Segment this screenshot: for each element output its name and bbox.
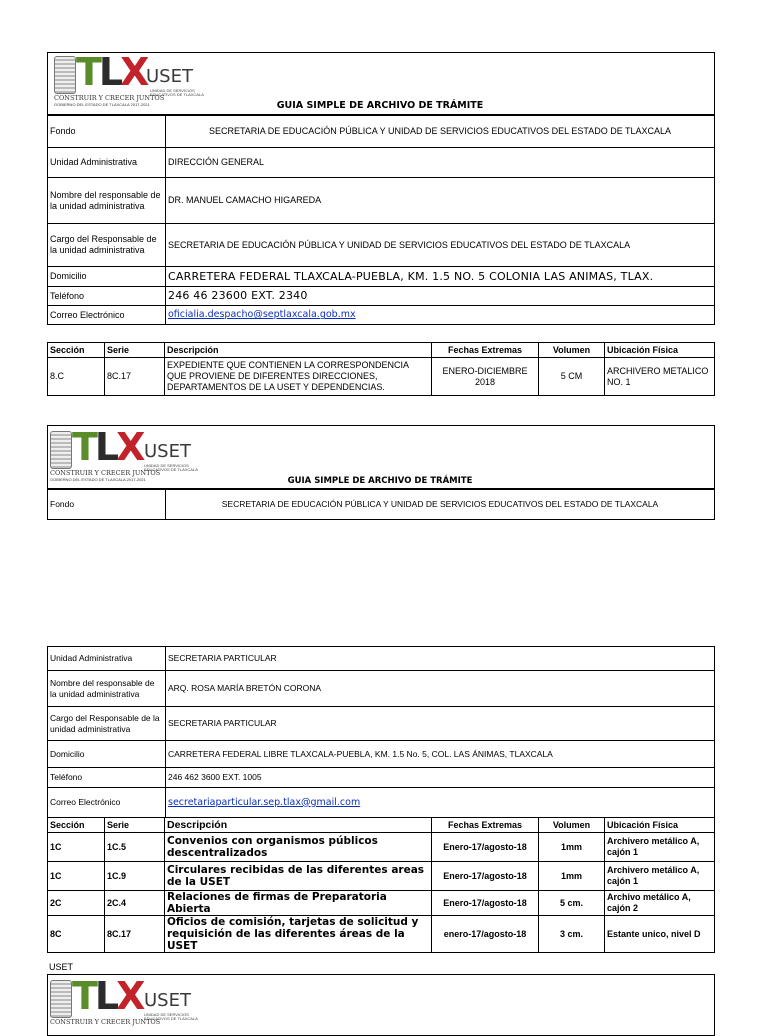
info-value: SECRETARIA DE EDUCACIÓN PÚBLICA Y UNIDAD DE SERVICIOS EDUCATIVOS DEL ESTADO DE TLAXCALA	[166, 115, 715, 148]
email-link[interactable]: oficialia.despacho@septlaxcala.gob.mx	[168, 309, 356, 321]
records-header-row	[48, 343, 715, 358]
cell-serie: 2C.4	[105, 891, 165, 916]
cell-serie: 8C.17	[105, 916, 165, 953]
section2-fondo-table	[47, 488, 715, 520]
table-row	[48, 358, 715, 396]
header-serie: Serie	[105, 818, 165, 833]
tlx-logo	[50, 974, 200, 1026]
tlx-wordmark: TLX	[72, 425, 143, 469]
cell-seccion: 2C	[48, 891, 105, 916]
info-value: CARRETERA FEDERAL LIBRE TLAXCALA-PUEBLA, KM. 1.5 No. 5, COL. LAS ÁNIMAS, TLAXCALA	[166, 741, 715, 768]
table-row	[48, 891, 715, 916]
info-label: Nombre del responsable de la unidad administrativa	[48, 671, 166, 707]
table-row	[48, 862, 715, 891]
table-row	[48, 916, 715, 953]
header-seccion: Sección	[48, 343, 105, 358]
cell-ubicacion: Archivo metálico A, cajón 2	[605, 891, 715, 916]
uset-logo-text: USET	[144, 441, 191, 462]
info-value: ARQ. ROSA MARÍA BRETÓN CORONA	[166, 671, 715, 707]
cell-fechas: Enero-17/agosto-18	[432, 891, 539, 916]
logo-tagline-sub: GOBIERNO DEL ESTADO DE TLAXCALA 2017-2021	[54, 102, 150, 107]
info-value: SECRETARIA DE EDUCACIÓN PÚBLICA Y UNIDAD DE SERVICIOS EDUCATIVOS DEL ESTADO DE TLAXCALA	[166, 224, 715, 267]
cell-ubicacion: ARCHIVERO METALICO NO. 1	[605, 358, 715, 396]
header-volumen: Volumen	[539, 343, 605, 358]
info-row-fondo	[48, 115, 715, 148]
info-value: SECRETARIA PARTICULAR	[166, 647, 715, 671]
cell-fechas: ENERO-DICIEMBRE 2018	[432, 358, 539, 396]
info-row-correo	[48, 306, 715, 325]
cell-serie: 8C.17	[105, 358, 165, 396]
info-value	[166, 306, 715, 325]
info-label: Unidad Administrativa	[48, 148, 166, 178]
info-row-responsable	[48, 671, 715, 707]
uset-logo-sub: UNIDAD DE SERVICIOS EDUCATIVOS DE TLAXCALA	[144, 1012, 198, 1022]
info-label: Domicilio	[48, 741, 166, 768]
uset-logo-sub: UNIDAD DE SERVICIOS EDUCATIVOS DE TLAXCALA	[144, 463, 198, 473]
state-seal-icon	[54, 56, 76, 94]
logo-tagline: CONSTRUIR Y CRECER JUNTOS	[54, 94, 165, 102]
cell-seccion: 1C	[48, 833, 105, 862]
cell-serie: 1C.9	[105, 862, 165, 891]
section2-records-table	[47, 817, 715, 953]
cell-volumen: 1mm	[539, 833, 605, 862]
header-fechas: Fechas Extremas	[432, 343, 539, 358]
header-seccion: Sección	[48, 818, 105, 833]
info-row-responsable	[48, 178, 715, 224]
info-value: SECRETARIA DE EDUCACIÓN PÚBLICA Y UNIDAD DE SERVICIOS EDUCATIVOS DEL ESTADO DE TLAXCALA	[166, 489, 715, 520]
cell-volumen: 5 CM	[539, 358, 605, 396]
header-serie: Serie	[105, 343, 165, 358]
cell-ubicacion: Estante unico, nivel D	[605, 916, 715, 953]
section3-top-label: USET	[49, 962, 74, 972]
header-descripcion: Descripción	[165, 818, 432, 833]
table-row	[48, 833, 715, 862]
cell-volumen: 1mm	[539, 862, 605, 891]
section1-info-table	[47, 114, 715, 325]
info-row-fondo	[48, 489, 715, 520]
logo-tagline: CONSTRUIR Y CRECER JUNTOS	[50, 1018, 161, 1026]
info-row-telefono	[48, 287, 715, 306]
records-header-row	[48, 818, 715, 833]
info-label: Unidad Administrativa	[48, 647, 166, 671]
cell-serie: 1C.5	[105, 833, 165, 862]
state-seal-icon	[50, 980, 72, 1018]
info-label: Nombre del responsable de la unidad administrativa	[48, 178, 166, 224]
cell-seccion: 8C	[48, 916, 105, 953]
cell-volumen: 5 cm.	[539, 891, 605, 916]
info-row-cargo	[48, 707, 715, 741]
info-row-unidad	[48, 647, 715, 671]
header-descripcion: Descripción	[165, 343, 432, 358]
logo-tagline-sub: GOBIERNO DEL ESTADO DE TLAXCALA 2017-2021	[50, 477, 146, 482]
info-label: Teléfono	[48, 768, 166, 788]
cell-ubicacion: Archivero metálico A, cajón 1	[605, 862, 715, 891]
uset-logo-text: USET	[146, 66, 193, 87]
info-row-domicilio	[48, 267, 715, 287]
info-row-telefono	[48, 768, 715, 788]
info-label: Correo Electrónico	[48, 788, 166, 818]
section2-info-table	[47, 646, 715, 818]
section1-title: GUIA SIMPLE DE ARCHIVO DE TRÁMITE	[276, 100, 484, 111]
header-ubicacion: Ubicación Física	[605, 343, 715, 358]
cell-descripcion: Oficios de comisión, tarjetas de solicitud y requisición de las diferentes áreas de la USET	[165, 916, 432, 953]
section2-title: GUIA SIMPLE DE ARCHIVO DE TRÁMITE	[287, 476, 473, 486]
header-fechas: Fechas Extremas	[432, 818, 539, 833]
info-label: Teléfono	[48, 287, 166, 306]
info-label: Fondo	[48, 115, 166, 148]
info-value: 246 46 23600 EXT. 2340	[166, 287, 715, 306]
tlx-logo	[50, 425, 200, 483]
uset-logo-sub: UNIDAD DE SERVICIOS EDUCATIVOS DE TLAXCALA	[150, 88, 204, 98]
info-label: Correo Electrónico	[48, 306, 166, 325]
info-value: SECRETARIA PARTICULAR	[166, 707, 715, 741]
cell-fechas: Enero-17/agosto-18	[432, 862, 539, 891]
info-row-cargo	[48, 224, 715, 267]
info-row-correo	[48, 788, 715, 818]
info-value	[166, 788, 715, 818]
info-value: 246 462 3600 EXT. 1005	[166, 768, 715, 788]
info-row-domicilio	[48, 741, 715, 768]
logo-tagline: CONSTRUIR Y CRECER JUNTOS	[50, 469, 161, 477]
cell-descripcion: Convenios con organismos públicos descentralizados	[165, 833, 432, 862]
section1-records-table	[47, 342, 715, 396]
cell-descripcion: Circulares recibidas de las diferentes areas de la USET	[165, 862, 432, 891]
tlx-wordmark: TLX	[76, 50, 147, 94]
header-ubicacion: Ubicación Física	[605, 818, 715, 833]
cell-fechas: enero-17/agosto-18	[432, 916, 539, 953]
header-volumen: Volumen	[539, 818, 605, 833]
uset-logo-text: USET	[144, 990, 191, 1011]
state-seal-icon	[50, 431, 72, 469]
cell-seccion: 1C	[48, 862, 105, 891]
cell-ubicacion: Archivero metálico A, cajón 1	[605, 833, 715, 862]
info-value: CARRETERA FEDERAL TLAXCALA-PUEBLA, KM. 1.5 NO. 5 COLONIA LAS ANIMAS, TLAX.	[166, 267, 715, 287]
cell-volumen: 3 cm.	[539, 916, 605, 953]
info-row-unidad	[48, 148, 715, 178]
info-label: Fondo	[48, 489, 166, 520]
info-value: DIRECCIÓN GENERAL	[166, 148, 715, 178]
info-label: Cargo del Responsable de la unidad administrativa	[48, 224, 166, 267]
cell-fechas: Enero-17/agosto-18	[432, 833, 539, 862]
info-label: Domicilio	[48, 267, 166, 287]
cell-seccion: 8.C	[48, 358, 105, 396]
tlx-wordmark: TLX	[72, 974, 143, 1018]
cell-descripcion: Relaciones de firmas de Preparatoria Abierta	[165, 891, 432, 916]
info-value: DR. MANUEL CAMACHO HIGAREDA	[166, 178, 715, 224]
cell-descripcion: EXPEDIENTE QUE CONTIENEN LA CORRESPONDENCIA QUE PROVIENE DE DIFERENTES DIRECCIONES, DEPARTAMENTOS DE LA USET Y DEPENDENCIAS.	[165, 358, 432, 396]
tlx-logo	[54, 50, 204, 108]
info-label: Cargo del Responsable de la unidad administrativa	[48, 707, 166, 741]
email-link[interactable]: secretariaparticular.sep.tlax@gmail.com	[168, 796, 361, 808]
